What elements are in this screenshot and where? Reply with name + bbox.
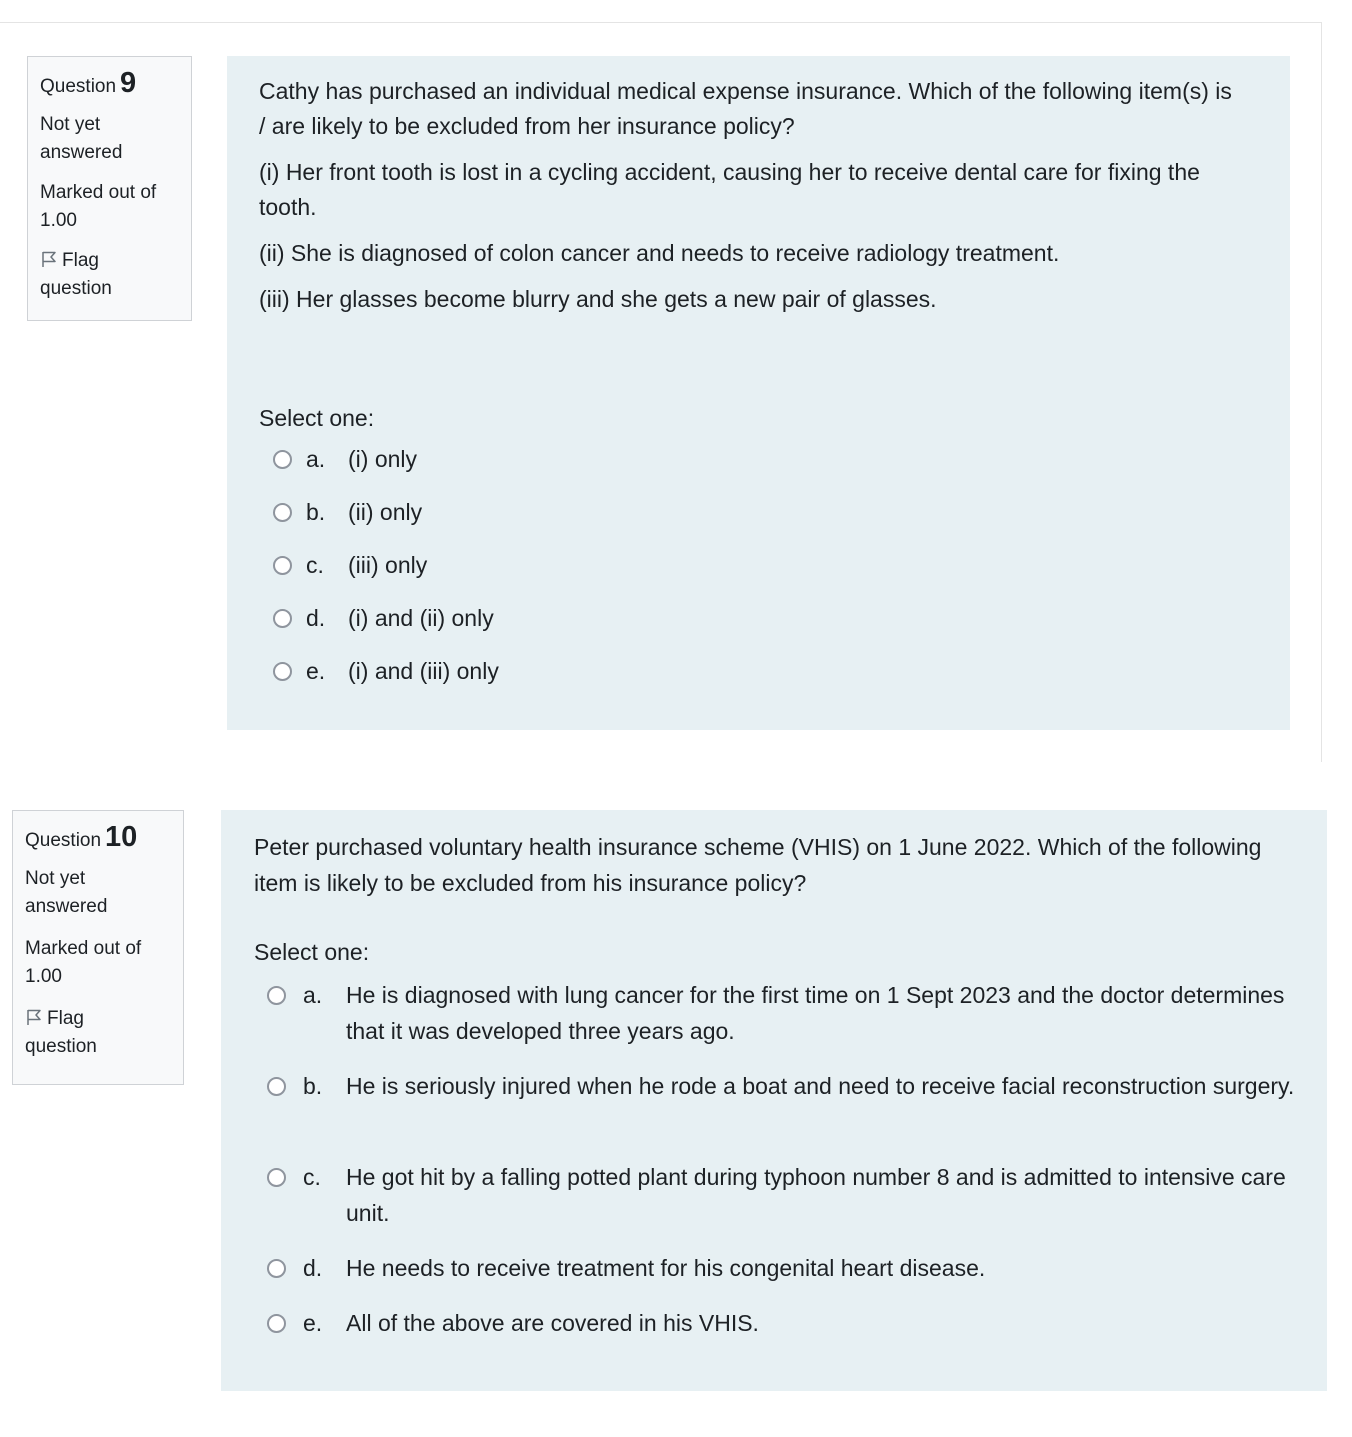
question-content-10 bbox=[221, 810, 1327, 1391]
radio-button[interactable] bbox=[267, 1314, 286, 1333]
radio-button[interactable] bbox=[267, 986, 286, 1005]
select-one-label: Select one: bbox=[254, 939, 370, 965]
radio-button[interactable] bbox=[267, 1168, 286, 1187]
question-label: Question bbox=[40, 76, 117, 97]
option-letter: e. bbox=[306, 658, 326, 684]
divider-line bbox=[0, 22, 1322, 23]
radio-button[interactable] bbox=[267, 1259, 286, 1278]
option-letter: e. bbox=[303, 1310, 323, 1336]
answer-option-c[interactable] bbox=[259, 547, 1240, 600]
radio-button[interactable] bbox=[273, 556, 292, 575]
question-text: (iii) Her glasses become blurry and she gets a new pair of glasses. bbox=[259, 286, 937, 312]
answer-option-a[interactable] bbox=[259, 441, 1240, 494]
answer-options bbox=[259, 441, 1240, 706]
answer-option-e[interactable] bbox=[254, 1305, 1297, 1360]
question-text: Peter purchased voluntary health insurance scheme (VHIS) on 1 June 2022. Which of the following item is likely to be excluded from his insurance policy? bbox=[254, 834, 1262, 896]
flag-question-button[interactable]: Flag question bbox=[25, 1008, 97, 1057]
option-text: (i) and (ii) only bbox=[348, 605, 494, 631]
option-letter: b. bbox=[306, 499, 326, 525]
option-letter: b. bbox=[303, 1073, 323, 1099]
question-info-9 bbox=[27, 56, 192, 321]
question-label: Question bbox=[25, 830, 102, 851]
option-text: He is diagnosed with lung cancer for the first time on 1 Sept 2023 and the doctor determines that it was developed three years ago. bbox=[346, 982, 1285, 1044]
select-one-label: Select one: bbox=[259, 405, 375, 431]
question-number: 9 bbox=[120, 67, 137, 99]
question-grade: Marked out of 1.00 bbox=[25, 938, 142, 987]
option-letter: c. bbox=[306, 552, 324, 578]
question-grade: Marked out of 1.00 bbox=[40, 182, 157, 231]
flag-question-button[interactable]: Flag question bbox=[40, 250, 112, 299]
question-number: 10 bbox=[105, 821, 138, 853]
answer-option-e[interactable] bbox=[259, 653, 1240, 706]
flag-icon bbox=[40, 250, 58, 268]
answer-option-c[interactable] bbox=[254, 1159, 1297, 1250]
question-info-10 bbox=[12, 810, 184, 1085]
answer-option-d[interactable] bbox=[254, 1250, 1297, 1305]
option-text: He needs to receive treatment for his congenital heart disease. bbox=[346, 1255, 986, 1281]
answer-option-a[interactable] bbox=[254, 977, 1297, 1068]
option-text: (i) only bbox=[348, 446, 418, 472]
answer-option-d[interactable] bbox=[259, 600, 1240, 653]
radio-button[interactable] bbox=[273, 450, 292, 469]
option-text: (i) and (iii) only bbox=[348, 658, 499, 684]
question-content-9 bbox=[227, 56, 1290, 730]
answer-option-b[interactable] bbox=[259, 494, 1240, 547]
radio-button[interactable] bbox=[267, 1077, 286, 1096]
option-text: All of the above are covered in his VHIS. bbox=[346, 1310, 759, 1336]
question-number-line bbox=[25, 823, 171, 855]
option-text: (ii) only bbox=[348, 499, 423, 525]
question-text: (i) Her front tooth is lost in a cycling accident, causing her to receive dental care for fixing the tooth. bbox=[259, 159, 1200, 220]
question-state: Not yet answered bbox=[40, 114, 123, 163]
answer-options bbox=[254, 977, 1297, 1360]
radio-button[interactable] bbox=[273, 503, 292, 522]
question-state: Not yet answered bbox=[25, 868, 108, 917]
flag-icon bbox=[25, 1008, 43, 1026]
radio-button[interactable] bbox=[273, 609, 292, 628]
option-letter: d. bbox=[306, 605, 326, 631]
option-text: (iii) only bbox=[348, 552, 428, 578]
option-letter: d. bbox=[303, 1255, 323, 1281]
question-text: (ii) She is diagnosed of colon cancer and needs to receive radiology treatment. bbox=[259, 240, 1060, 266]
option-letter: a. bbox=[303, 982, 323, 1008]
radio-button[interactable] bbox=[273, 662, 292, 681]
question-number-line bbox=[40, 69, 179, 101]
divider-line bbox=[1321, 22, 1322, 762]
question-text: Cathy has purchased an individual medical expense insurance. Which of the following item(s) is / are likely to be excluded from her insurance policy? bbox=[259, 78, 1232, 139]
option-letter: a. bbox=[306, 446, 326, 472]
answer-option-b[interactable] bbox=[254, 1068, 1297, 1159]
option-text: He is seriously injured when he rode a boat and need to receive facial reconstruction surgery. bbox=[346, 1073, 1295, 1099]
option-text: He got hit by a falling potted plant during typhoon number 8 and is admitted to intensive care unit. bbox=[346, 1164, 1286, 1226]
option-letter: c. bbox=[303, 1164, 321, 1190]
